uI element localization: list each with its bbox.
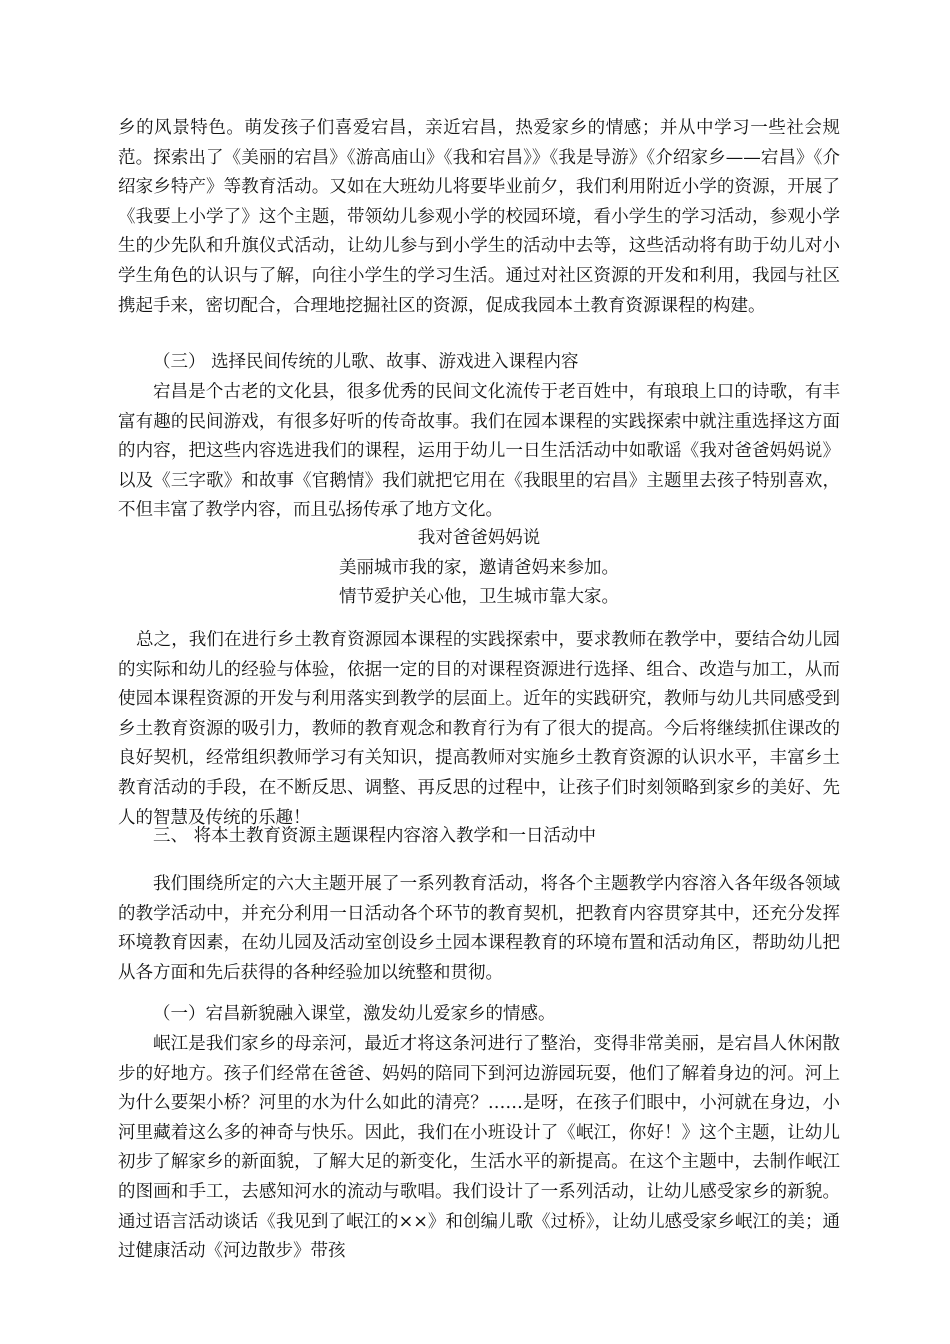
poem-line-1: 美丽城市我的家，邀请爸妈来参加。 (339, 557, 619, 578)
subheading-folk-content: （三） 选择民间传统的儿歌、故事、游戏进入课程内容 (153, 352, 579, 372)
paragraph-six-themes: 我们围绕所定的六大主题开展了一系列教育活动，将各个主题教学内容溶入各年级各领域的教学活动中，并充分利用一日活动各个环节的教育契机，把教育内容贯穿其中，还充分发挥环境教育因素，在幼儿园及活动室创设乡土园本课程教育的环境布置和活动角区，帮助幼儿把从各方面和先后获得的各种经验加以统整和贯彻。 (118, 874, 840, 983)
poem-line-2: 情节爱护关心他，卫生城市靠大家。 (339, 587, 619, 608)
paragraph-community-resources: 乡的风景特色。萌发孩子们喜爱宕昌，亲近宕昌，热爱家乡的情感；并从中学习一些社会规范。探索出了《美丽的宕昌》《游高庙山》《我和宕昌》》《我是导游》《介绍家乡——宕昌》《介绍家乡特产》等教育活动。又如在大班幼儿将要毕业前夕，我们利用附近小学的资源，开展了《我要上小学了》这个主题，带领幼儿参观小学的校园环境，看小学生的学习活动，参观小学生的少先队和升旗仪式活动，让幼儿参与到小学生的活动中去等，这些活动将有助于幼儿对小学生角色的认识与了解，向往小学生的学习生活。通过对社区资源的开发和利用，我园与社区携起手来，密切配合，合理地挖掘社区的资源，促成我园本土教育资源课程的构建。 (118, 118, 840, 316)
paragraph-minjiang-river: 岷江是我们家乡的母亲河，最近才将这条河进行了整治，变得非常美丽，是宕昌人休闲散步的好地方。孩子们经常在爸爸、妈妈的陪同下到河边游园玩耍，他们了解着身边的河。河上为什么要架小桥？河里的水为什么如此的清亮？……是呀，在孩子们眼中，小河就在身边，小河里藏着这么多的神奇与快乐。因此，我们在小班设计了《岷江，你好！》这个主题，让幼儿初步了解家乡的新面貌，了解大足的新变化，生活水平的新提高。在这个主题中，去制作岷江的图画和手工，去感知河水的流动与歌唱。我们设计了一系列活动，让幼儿感受家乡的新貌。通过语言活动谈话《我见到了岷江的××》和创编儿歌《过桥》，让幼儿感受家乡岷江的美；通过健康活动《河边散步》带孩 (118, 1034, 840, 1262)
poem-block (118, 524, 840, 613)
paragraph-summary: 总之，我们在进行乡土教育资源园本课程的实践探索中，要求教师在教学中，要结合幼儿园的实际和幼儿的经验与体验，依据一定的目的对课程资源进行选择、组合、改造与加工，从而使园本课程资源的开发与利用落实到教学的层面上。近年的实践研究，教师与幼儿共同感受到乡土教育资源的吸引力，教师的教育观念和教育行为有了很大的提高。今后将继续抓住课改的良好契机，经常组织教师学习有关知识，提高教师对实施乡土教育资源的认识水平，丰富乡土教育活动的手段，在不断反思、调整、再反思的过程中，让孩子们时刻领略到家乡的美好、先人的智慧及传统的乐趣！ (118, 630, 840, 828)
subheading-new-look: （一）宕昌新貌融入课堂，激发幼儿爱家乡的情感。 (153, 1004, 556, 1024)
paragraph-folk-culture: 宕昌是个古老的文化县，很多优秀的民间文化流传于老百姓中，有琅琅上口的诗歌，有丰富有趣的民间游戏，有很多好听的传奇故事。我们在园本课程的实践探索中就注重选择这方面的内容，把这些内容选进我们的课程，运用于幼儿一日生活活动中如歌谣《我对爸爸妈妈说》以及《三字歌》和故事《官鹅情》我们就把它用在《我眼里的宕昌》主题里去孩子特别喜欢，不但丰富了教学内容，而且弘扬传承了地方文化。 (118, 382, 840, 521)
section-heading-3: 三、 将本土教育资源主题课程内容溶入教学和一日活动中 (153, 826, 597, 846)
poem-title: 我对爸爸妈妈说 (417, 528, 541, 548)
